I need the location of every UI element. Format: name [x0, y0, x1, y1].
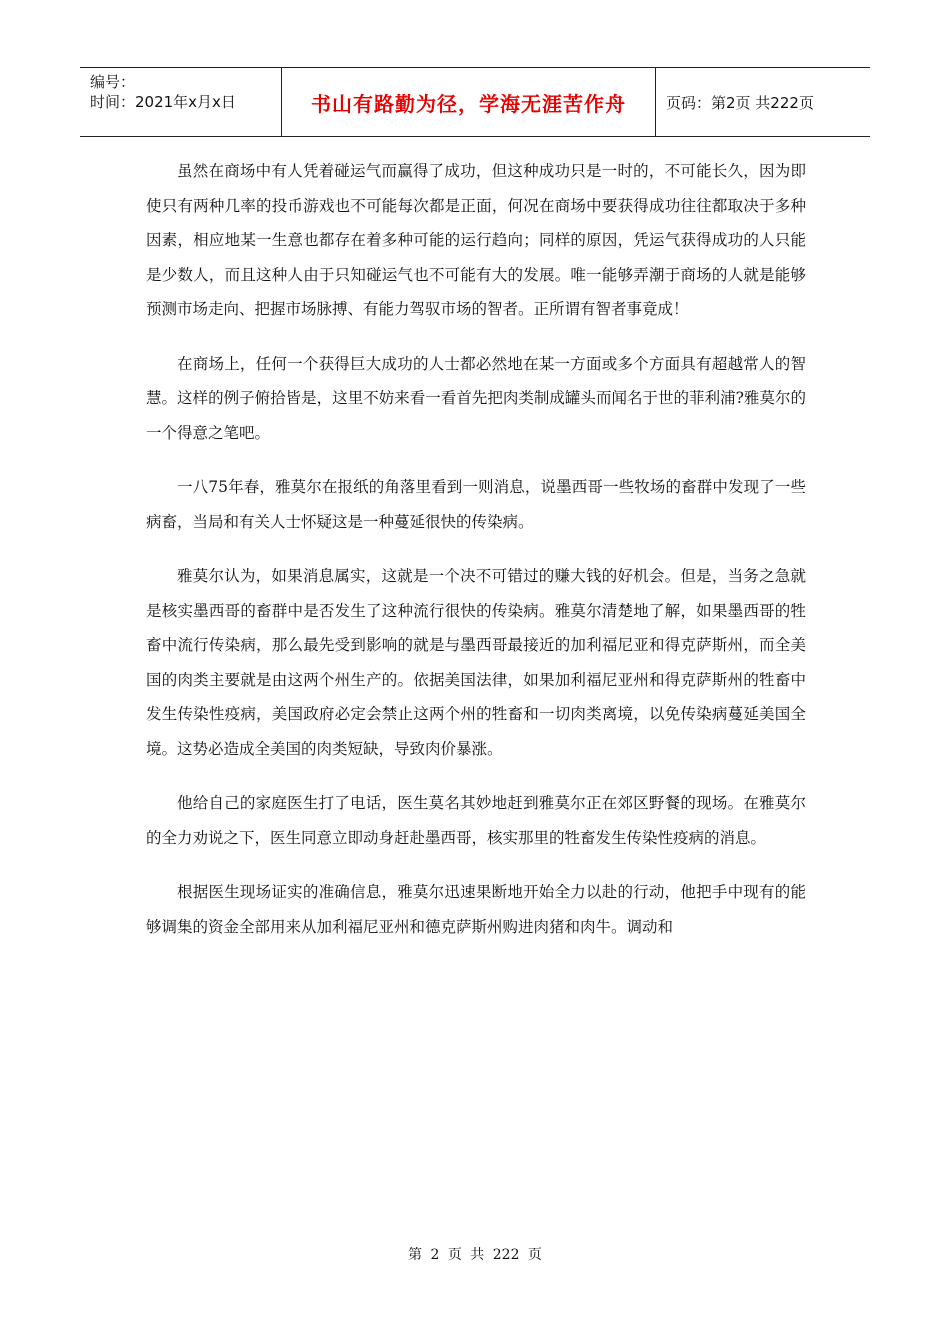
paragraph: 他给自己的家庭医生打了电话，医生莫名其妙地赶到雅莫尔正在郊区野餐的现场。在雅莫尔的全力劝说之下，医生同意立即动身赶赴墨西哥，核实那里的牲畜发生传染性疫病的消息。: [146, 794, 806, 847]
page-footer: 第 2 页 共 222 页: [408, 1247, 542, 1263]
paragraph: 根据医生现场证实的准确信息，雅莫尔迅速果断地开始全力以赴的行动，他把手中现有的能够调集的资金全部用来从加利福尼亚州和德克萨斯州购进肉猪和肉牛。调动和: [146, 883, 806, 936]
paragraph: 在商场上，任何一个获得巨大成功的人士都必然地在某一方面或多个方面具有超越常人的智慧。这样的例子俯拾皆是，这里不妨来看一看首先把肉类制成罐头而闻名于世的菲利浦?雅莫尔的一个得意之笔吧。: [146, 354, 806, 442]
paragraph: 雅莫尔认为，如果消息属实，这就是一个决不可错过的赚大钱的好机会。但是，当务之急就是核实墨西哥的畜群中是否发生了这种流行很快的传染病。雅莫尔清楚地了解，如果墨西哥的牲畜中流行传染病，那么最先受到影响的就是与墨西哥最接近的加利福尼亚和得克萨斯州，而全美国的肉类主要就是由这两个州生产的。依据美国法律，如果加利福尼亚州和得克萨斯州的牲畜中发生传染性疫病，美国政府必定会禁止这两个州的牲畜和一切肉类离境，以免传染病蔓延美国全境。这势必造成全美国的肉类短缺，导致肉价暴涨。: [146, 567, 806, 758]
header-meta: [80, 68, 281, 136]
page-header: [80, 67, 870, 137]
doc-number-label: 编号：: [90, 73, 136, 91]
paragraph: 虽然在商场中有人凭着碰运气而赢得了成功，但这种成功只是一时的，不可能长久，因为即使只有两种几率的投币游戏也不可能每次都是正面，何况在商场中要获得成功往往都取决于多种因素，相应地某一生意也都存在着多种可能的运行趋向；同样的原因，凭运气获得成功的人只能是少数人，而且这种人由于只知碰运气也不可能有大的发展。唯一能够弄潮于商场的人就是能够预测市场走向、把握市场脉搏、有能力驾驭市场的智者。正所谓有智者事竟成！: [146, 162, 806, 318]
paragraph: 一八75年春，雅莫尔在报纸的角落里看到一则消息，说墨西哥一些牧场的畜群中发现了一些病畜，当局和有关人士怀疑这是一种蔓延很快的传染病。: [146, 478, 806, 531]
document-body: [146, 154, 806, 964]
date-label: 时间：2021年x月x日: [90, 93, 236, 111]
header-page-code: 页码：第2页 共222页: [666, 93, 814, 112]
header-motto: 书山有路勤为径，学海无涯苦作舟: [281, 68, 656, 136]
